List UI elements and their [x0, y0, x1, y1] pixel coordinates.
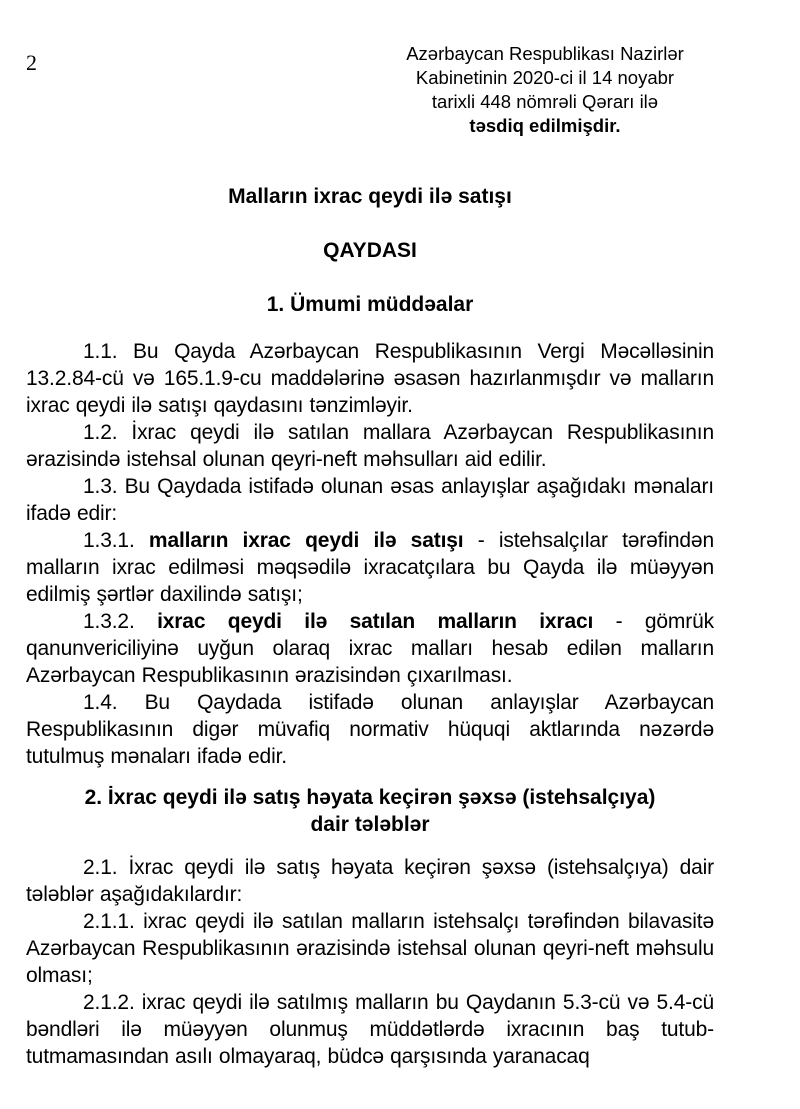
paragraph-2-1: 2.1. İxrac qeydi ilə satış həyata keçirən şəxsə (istehsalçıya) dair tələblər aşağıdakılardır: [26, 856, 714, 906]
approval-line-bold: təsdiq edilmişdir. [469, 115, 621, 136]
approval-line: tarixli 448 nömrəli Qərarı ilə [431, 91, 659, 112]
approval-line: Kabinetinin 2020-ci il 14 noyabr [415, 67, 675, 88]
section-2-heading [26, 784, 714, 838]
approval-line: Azərbaycan Respublikası Nazirlər [406, 43, 684, 64]
paragraph-1-4: 1.4. Bu Qaydada istifadə olunan anlayışlar Azərbaycan Respublikasının digər müvafiq normativ hüquqi aktlarında nəzərdə tutulmuş mənaları ifadə edir. [26, 691, 714, 768]
paragraph-1-3-2 [26, 608, 714, 689]
approval-note [390, 42, 700, 138]
defined-term: ixrac qeydi ilə satılan malların ixracı [157, 610, 594, 633]
defined-term: malların ixrac qeydi ilə satışı [148, 529, 464, 552]
document-type-title: QAYDASI [323, 239, 417, 262]
definition-text: - istehsalçılar tərəfindən malların ixrac edilməsi məqsədilə ixracatçılara bu Qayda ilə müəyyən edilmiş şərtlər daxilində satışı; [26, 529, 714, 606]
paragraph-2-1-1: 2.1.1. ixrac qeydi ilə satılan malların istehsalçı tərəfindən bilavasitə Azərbaycan Respublikasının ərazisində istehsal olunan qeyri-neft məhsulu olması; [26, 910, 714, 987]
paragraph-1-2: 1.2. İxrac qeydi ilə satılan mallara Azərbaycan Respublikasının ərazisində istehsal olunan qeyri-neft məhsulları aid edilir. [26, 421, 714, 471]
page-number: 2 [26, 50, 37, 75]
section-1-paragraphs [26, 338, 714, 770]
section-2-heading-line-2: dair tələblər [310, 813, 430, 836]
document-title: Malların ixrac qeydi ilə satışı [228, 185, 512, 208]
document-page [0, 42, 800, 1109]
paragraph-2-1-2: 2.1.2. ixrac qeydi ilə satılmış malların bu Qaydanın 5.3-cü və 5.4-cü bəndləri ilə müəyyən olunmuş müddətlərdə ixracının baş tutub-tutmamasından asılı olmayaraq, büdcə qarşısında yaranacaq [26, 991, 714, 1068]
paragraph-1-1: 1.1. Bu Qayda Azərbaycan Respublikasının Vergi Məcəlləsinin 13.2.84-cü və 165.1.9-cu maddələrinə əsasən hazırlanmışdır və malların ixrac qeydi ilə satışı qaydasını tənzimləyir. [26, 340, 714, 417]
section-2-heading-line-1: 2. İxrac qeydi ilə satış həyata keçirən şəxsə (istehsalçıya) [84, 786, 656, 809]
section-1-heading: 1. Ümumi müddəalar [266, 293, 474, 316]
paragraph-1-3: 1.3. Bu Qaydada istifadə olunan əsas anlayışlar aşağıdakı mənaları ifadə edir: [26, 475, 714, 525]
paragraph-1-3-1 [26, 527, 714, 608]
paragraph-number: 1.3.1. [83, 529, 149, 552]
section-2-paragraphs [26, 854, 714, 1070]
definition-text: - gömrük qanunvericiliyinə uyğun olaraq ixrac malları hesab edilən malların Azərbaycan Respublikasının ərazisindən çıxarılması. [26, 610, 714, 687]
document-body [26, 183, 714, 1070]
paragraph-number: 1.3.2. [83, 610, 158, 633]
